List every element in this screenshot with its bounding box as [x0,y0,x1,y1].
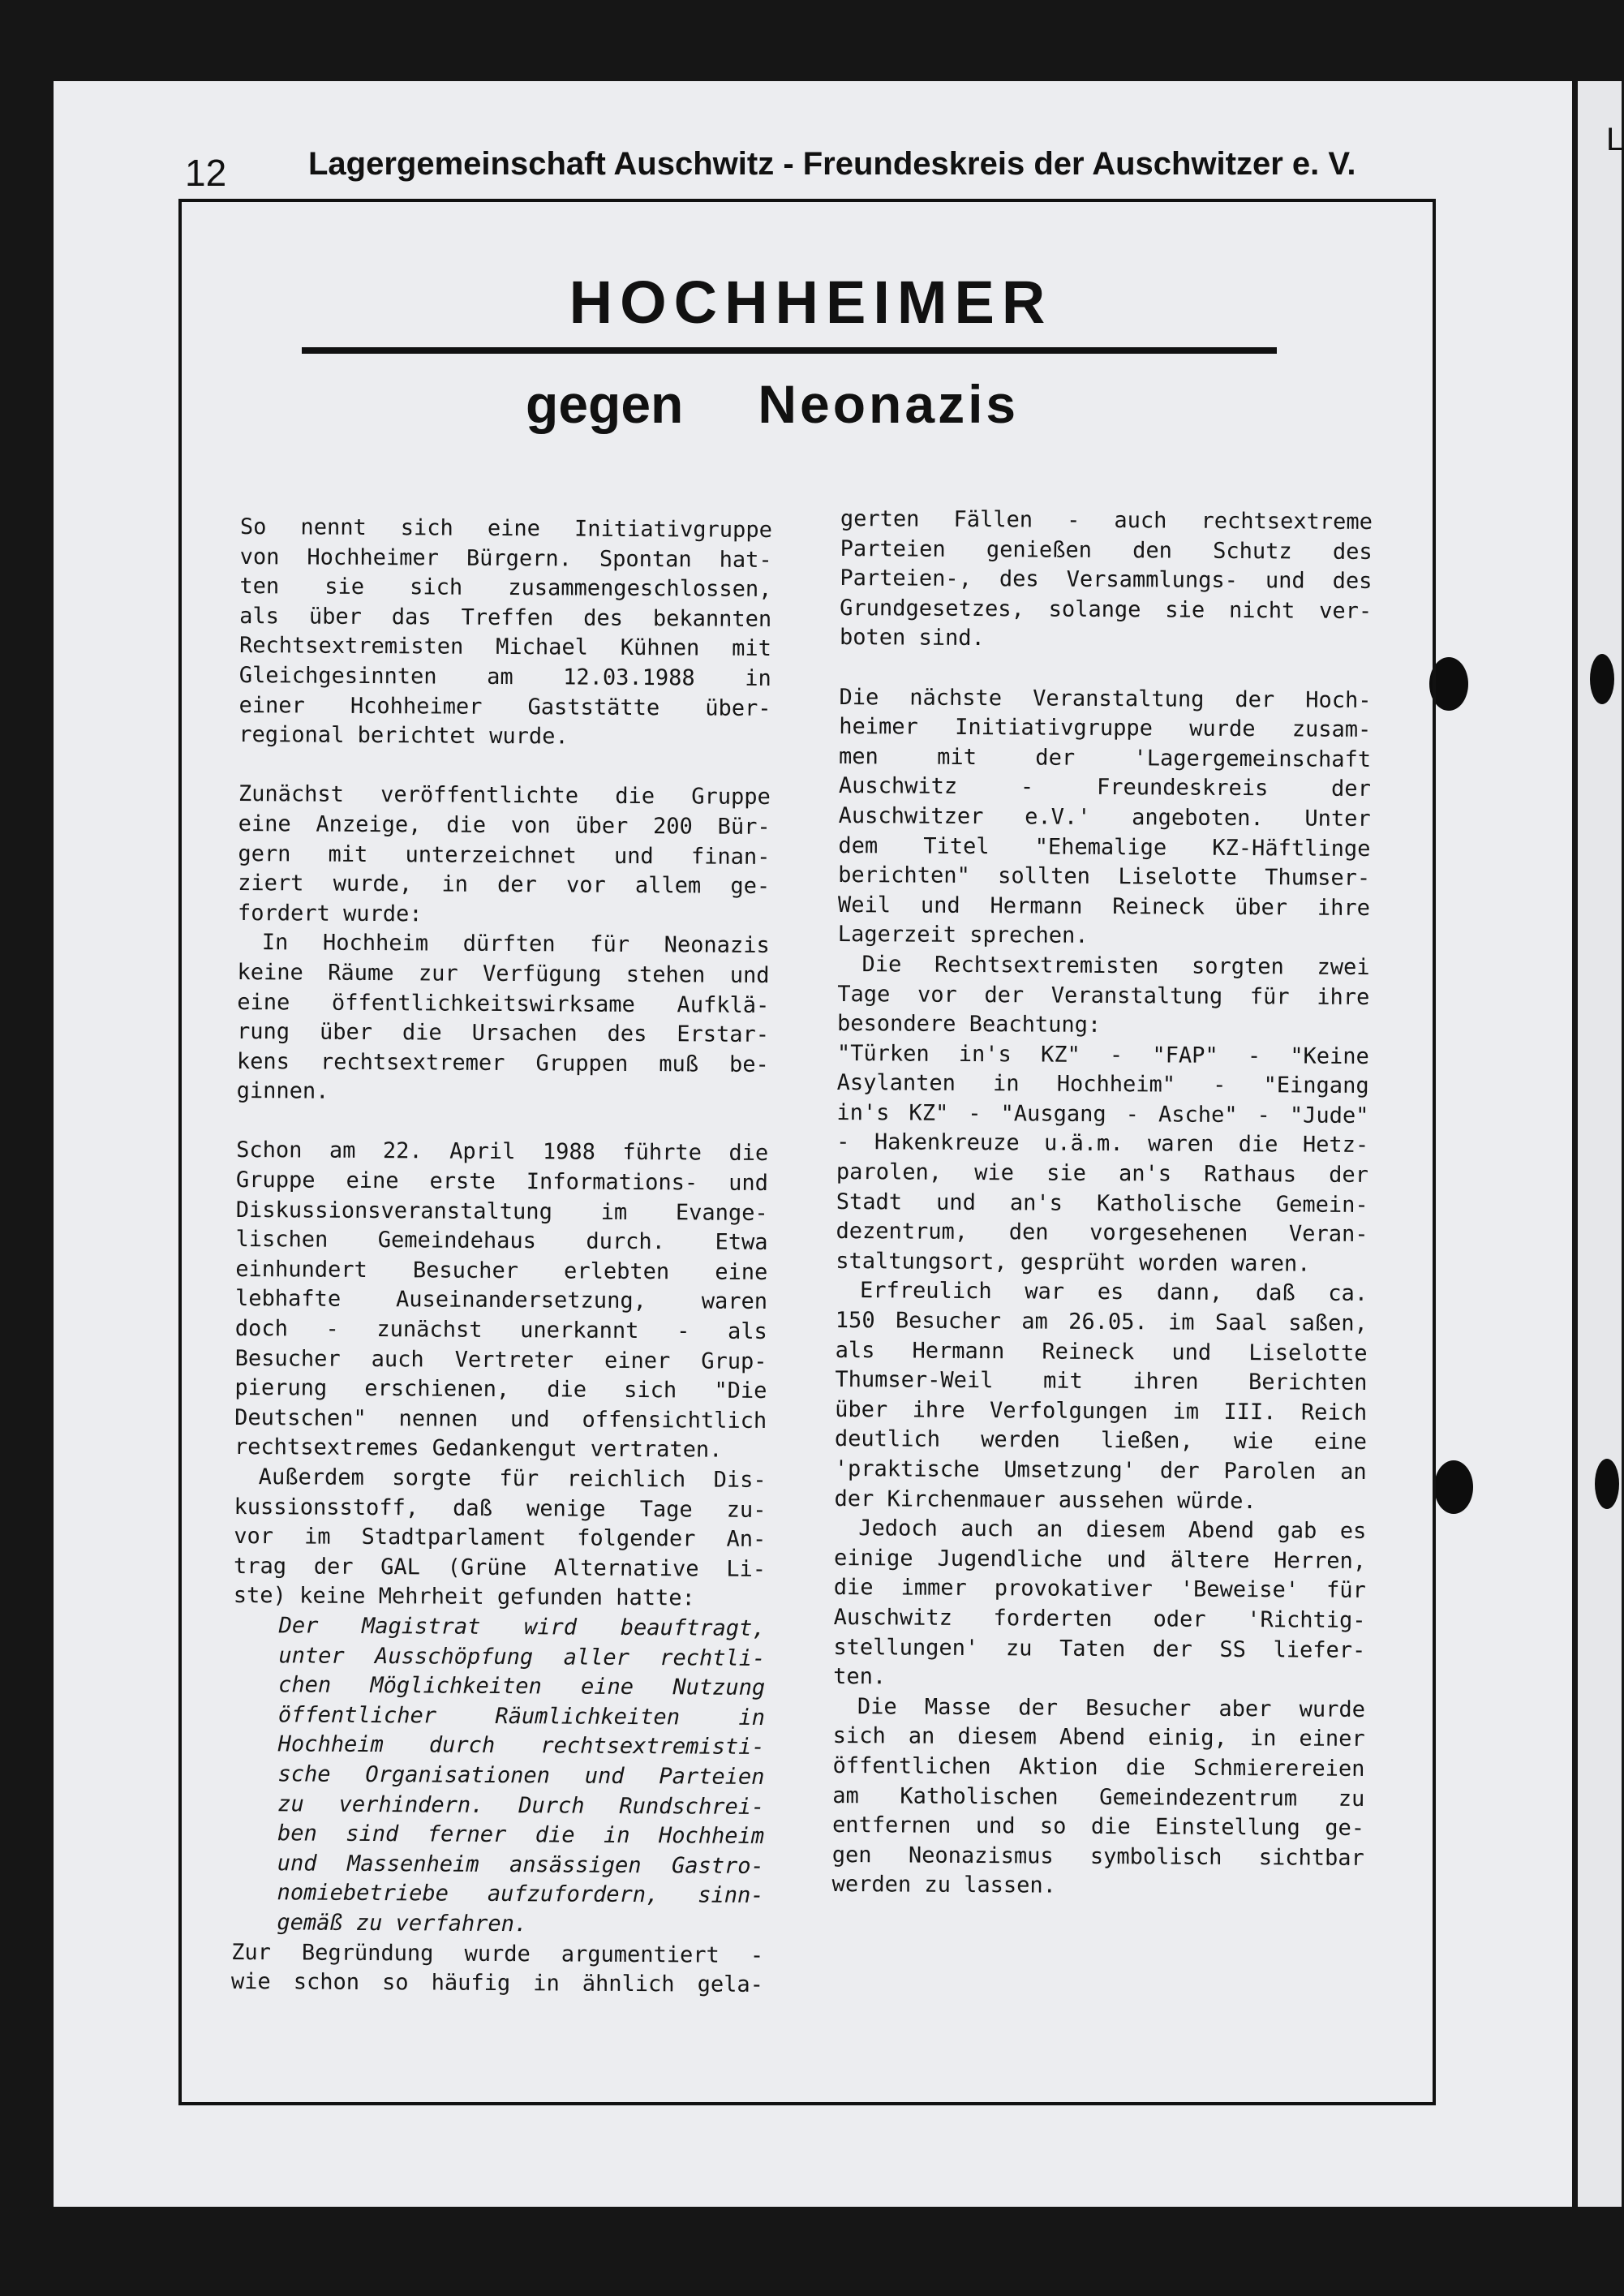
text-line: eine öffentlichkeitswirksame Aufklä- [237,989,770,1018]
binder-hole-next-lower [1595,1459,1619,1509]
text-line: fordert wurde: [237,900,423,927]
text-line: über ihre Verfolgungen im III. Reich [835,1396,1368,1425]
text-line: 150 Besucher am 26.05. im Saal saßen, [835,1308,1368,1337]
text-line: Tage vor der Veranstaltung für ihre [837,981,1370,1010]
text-line: kussionsstoff, daß wenige Tage zu- [234,1494,767,1523]
text-line: staltungsort, gesprüht worden waren. [836,1248,1311,1277]
quote-line: nomiebetriebe aufzufordern, sinn- [277,1880,764,1909]
text-line: gern mit unterzeichnet und finan- [238,841,771,870]
text-line: berichten" sollten Liselotte Thumser- [838,862,1371,892]
text-line: Thumser-Weil mit ihren Berichten [835,1367,1368,1396]
text-line: Grundgesetzes, solange sie nicht ver- [840,595,1373,624]
text-line: ste) keine Mehrheit gefunden hatte: [233,1583,695,1611]
text-line: wie schon so häufig in ähnlich gela- [230,1969,764,1998]
text-line: Lagerzeit sprechen. [837,922,1089,949]
binder-hole-next-upper [1590,654,1614,704]
text-line: men mit der 'Lagergemeinschaft [839,743,1372,772]
text-line: als Hermann Reineck und Liselotte [835,1337,1368,1366]
text-line: pierung erschienen, die sich "Die [234,1375,767,1404]
text-line: Jedoch auch an diesem Abend gab es [858,1516,1367,1545]
article-column-left [231,513,772,2001]
text-line: gen Neonazismus symbolisch sichtbar [831,1842,1364,1871]
quote-line: Der Magistrat wird beauftragt, [278,1613,766,1641]
text-line: Rechtsextremisten Michael Kühnen mit [238,633,772,662]
quote-line: sche Organisationen und Parteien [277,1761,765,1790]
text-line: einige Jugendliche und ältere Herren, [833,1545,1367,1574]
text-line: kens rechtsextremer Gruppen muß be- [236,1048,769,1077]
text-line: als über das Treffen des bekannten [239,603,772,632]
paragraph-gap [236,1107,768,1140]
text-line: Parteien-, des Versammlungs- und des [840,565,1373,595]
quote-line: chen Möglichkeiten eine Nutzung [278,1672,766,1701]
text-line: Auschwitz - Freundeskreis der [838,773,1371,802]
text-line: besondere Beachtung: [836,1011,1102,1038]
text-line: - Hakenkreuze u.ä.m. waren die Hetz- [836,1129,1369,1159]
text-line: dem Titel "Ehemalige KZ-Häftlinge [838,832,1371,862]
text-line: 'praktische Umsetzung' der Parolen an [834,1455,1367,1485]
text-line: lebhafte Auseinandersetzung, waren [234,1286,768,1315]
text-line: Gleichgesinnten am 12.03.1988 in [238,662,771,691]
text-line: am Katholischen Gemeindezentrum zu [832,1782,1365,1812]
text-line: In Hochheim dürften für Neonazis [261,930,770,959]
text-line: Asylanten in Hochheim" - "Eingang [836,1070,1369,1099]
article-subheadline [526,373,1019,435]
text-line: öffentlichen Aktion die Schmierereien [832,1752,1365,1782]
text-line: Diskussionsveranstaltung im Evange- [235,1197,768,1226]
text-line: in's KZ" - "Ausgang - Asche" - "Jude" [836,1099,1369,1129]
text-line: Die Rechtsextremisten sorgten zwei [861,952,1370,980]
text-line: Auschwitzer e.V.' angeboten. Unter [838,802,1371,832]
text-line: keine Räume zur Verfügung stehen und [237,959,770,988]
text-line: rechtsextremes Gedankengut vertraten. [234,1434,723,1464]
text-line: Zunächst veröffentlichte die Gruppe [238,781,771,810]
text-line: dezentrum, den vorgesehenen Veran- [836,1219,1368,1248]
headline-rule [302,347,1277,354]
text-line: die immer provokativer 'Beweise' für [833,1575,1366,1604]
binder-hole-lower [1434,1460,1473,1514]
quote-line: ben sind ferner die in Hochheim [277,1821,765,1850]
article-column-right [831,505,1372,1903]
text-line: regional berichtet wurde. [238,722,569,750]
text-line: Die Masse der Besucher aber wurde [857,1693,1366,1722]
next-page-edge [1578,81,1622,2207]
quote-line: gemäß zu verfahren. [277,1910,528,1937]
text-line: Zur Begründung wurde argumentiert - [231,1939,764,1968]
text-line: einhundert Besucher erlebten eine [235,1256,768,1285]
quote-line: Hochheim durch rechtsextremisti- [277,1731,765,1761]
text-line: der Kirchenmauer aussehen würde. [834,1486,1257,1514]
text-line: rung über die Ursachen des Erstar- [236,1019,770,1048]
text-line: "Türken in's KZ" - "FAP" - "Keine [836,1040,1369,1069]
text-line: So nennt sich eine Initiativgruppe [239,514,772,544]
text-line: sich an diesem Abend einig, in einer [832,1723,1365,1752]
text-line: Auschwitz forderten oder 'Richtig- [833,1604,1366,1633]
text-line: trag der GAL (Grüne Alternative Li- [233,1553,767,1582]
page-number: 12 [185,152,227,194]
text-line: parolen, wie sie an's Rathaus der [836,1159,1369,1189]
next-page-edge-letter: L [1606,122,1624,157]
text-line: einer Hcohheimer Gaststätte über- [238,692,771,721]
quote-line: öffentlicher Räumlichkeiten in [277,1702,766,1731]
text-line: Besucher auch Vertreter einer Grup- [234,1345,767,1374]
text-line: Parteien genießen den Schutz des [840,535,1373,565]
text-line: ziert wurde, in der vor allem ge- [238,871,771,900]
text-line: gerten Fällen - auch rechtsextreme [840,505,1373,535]
text-line: Gruppe eine erste Informations- und [235,1167,769,1197]
text-line: lischen Gemeindehaus durch. Etwa [235,1227,768,1256]
text-line: ten sie sich zusammengeschlossen, [239,574,772,603]
text-line: Weil und Hermann Reineck über ihre [837,892,1371,921]
text-line: ginnen. [236,1078,329,1104]
text-line: entfernen und so die Einstellung ge- [831,1812,1365,1842]
text-line: von Hochheimer Bürgern. Spontan hat- [239,544,772,573]
text-line: ten. [833,1664,887,1690]
paragraph-gap [840,653,1372,686]
subheadline-word-2: Neonazis [758,374,1020,434]
text-line: boten sind. [839,625,985,651]
text-line: Erfreulich war es dann, daß ca. [859,1278,1368,1307]
running-head: Lagergemeinschaft Auschwitz - Freundeskreis der Auschwitzer e. V. [308,146,1356,182]
text-line: Schon am 22. April 1988 führte die [236,1137,769,1167]
text-line: stellungen' zu Taten der SS liefer- [833,1634,1366,1663]
text-line: heimer Initiativgruppe wurde zusam- [839,714,1372,743]
text-line: Außerdem sorgte für reichlich Dis- [258,1464,767,1493]
quote-line: zu verhindern. Durch Rundschrei- [277,1791,765,1820]
quote-line: und Massenheim ansässigen Gastro- [277,1851,764,1879]
text-line: werden zu lassen. [831,1872,1057,1898]
text-line: deutlich werden ließen, wie eine [834,1426,1368,1455]
subheadline-word-1: gegen [526,374,684,434]
text-line: doch - zunächst unerkannt - als [234,1316,767,1345]
text-line: Deutschen" nennen und offensichtlich [234,1404,767,1434]
text-line: Stadt und an's Katholische Gemein- [836,1189,1368,1218]
article-headline: HOCHHEIMER [569,269,1053,336]
text-line: vor im Stadtparlament folgender An- [234,1524,767,1553]
text-line: Die nächste Veranstaltung der Hoch- [839,684,1372,713]
text-line: eine Anzeige, die von über 200 Bür- [238,810,771,840]
paragraph-gap [238,750,771,784]
quote-line: unter Ausschöpfung aller rechtli- [278,1642,766,1671]
